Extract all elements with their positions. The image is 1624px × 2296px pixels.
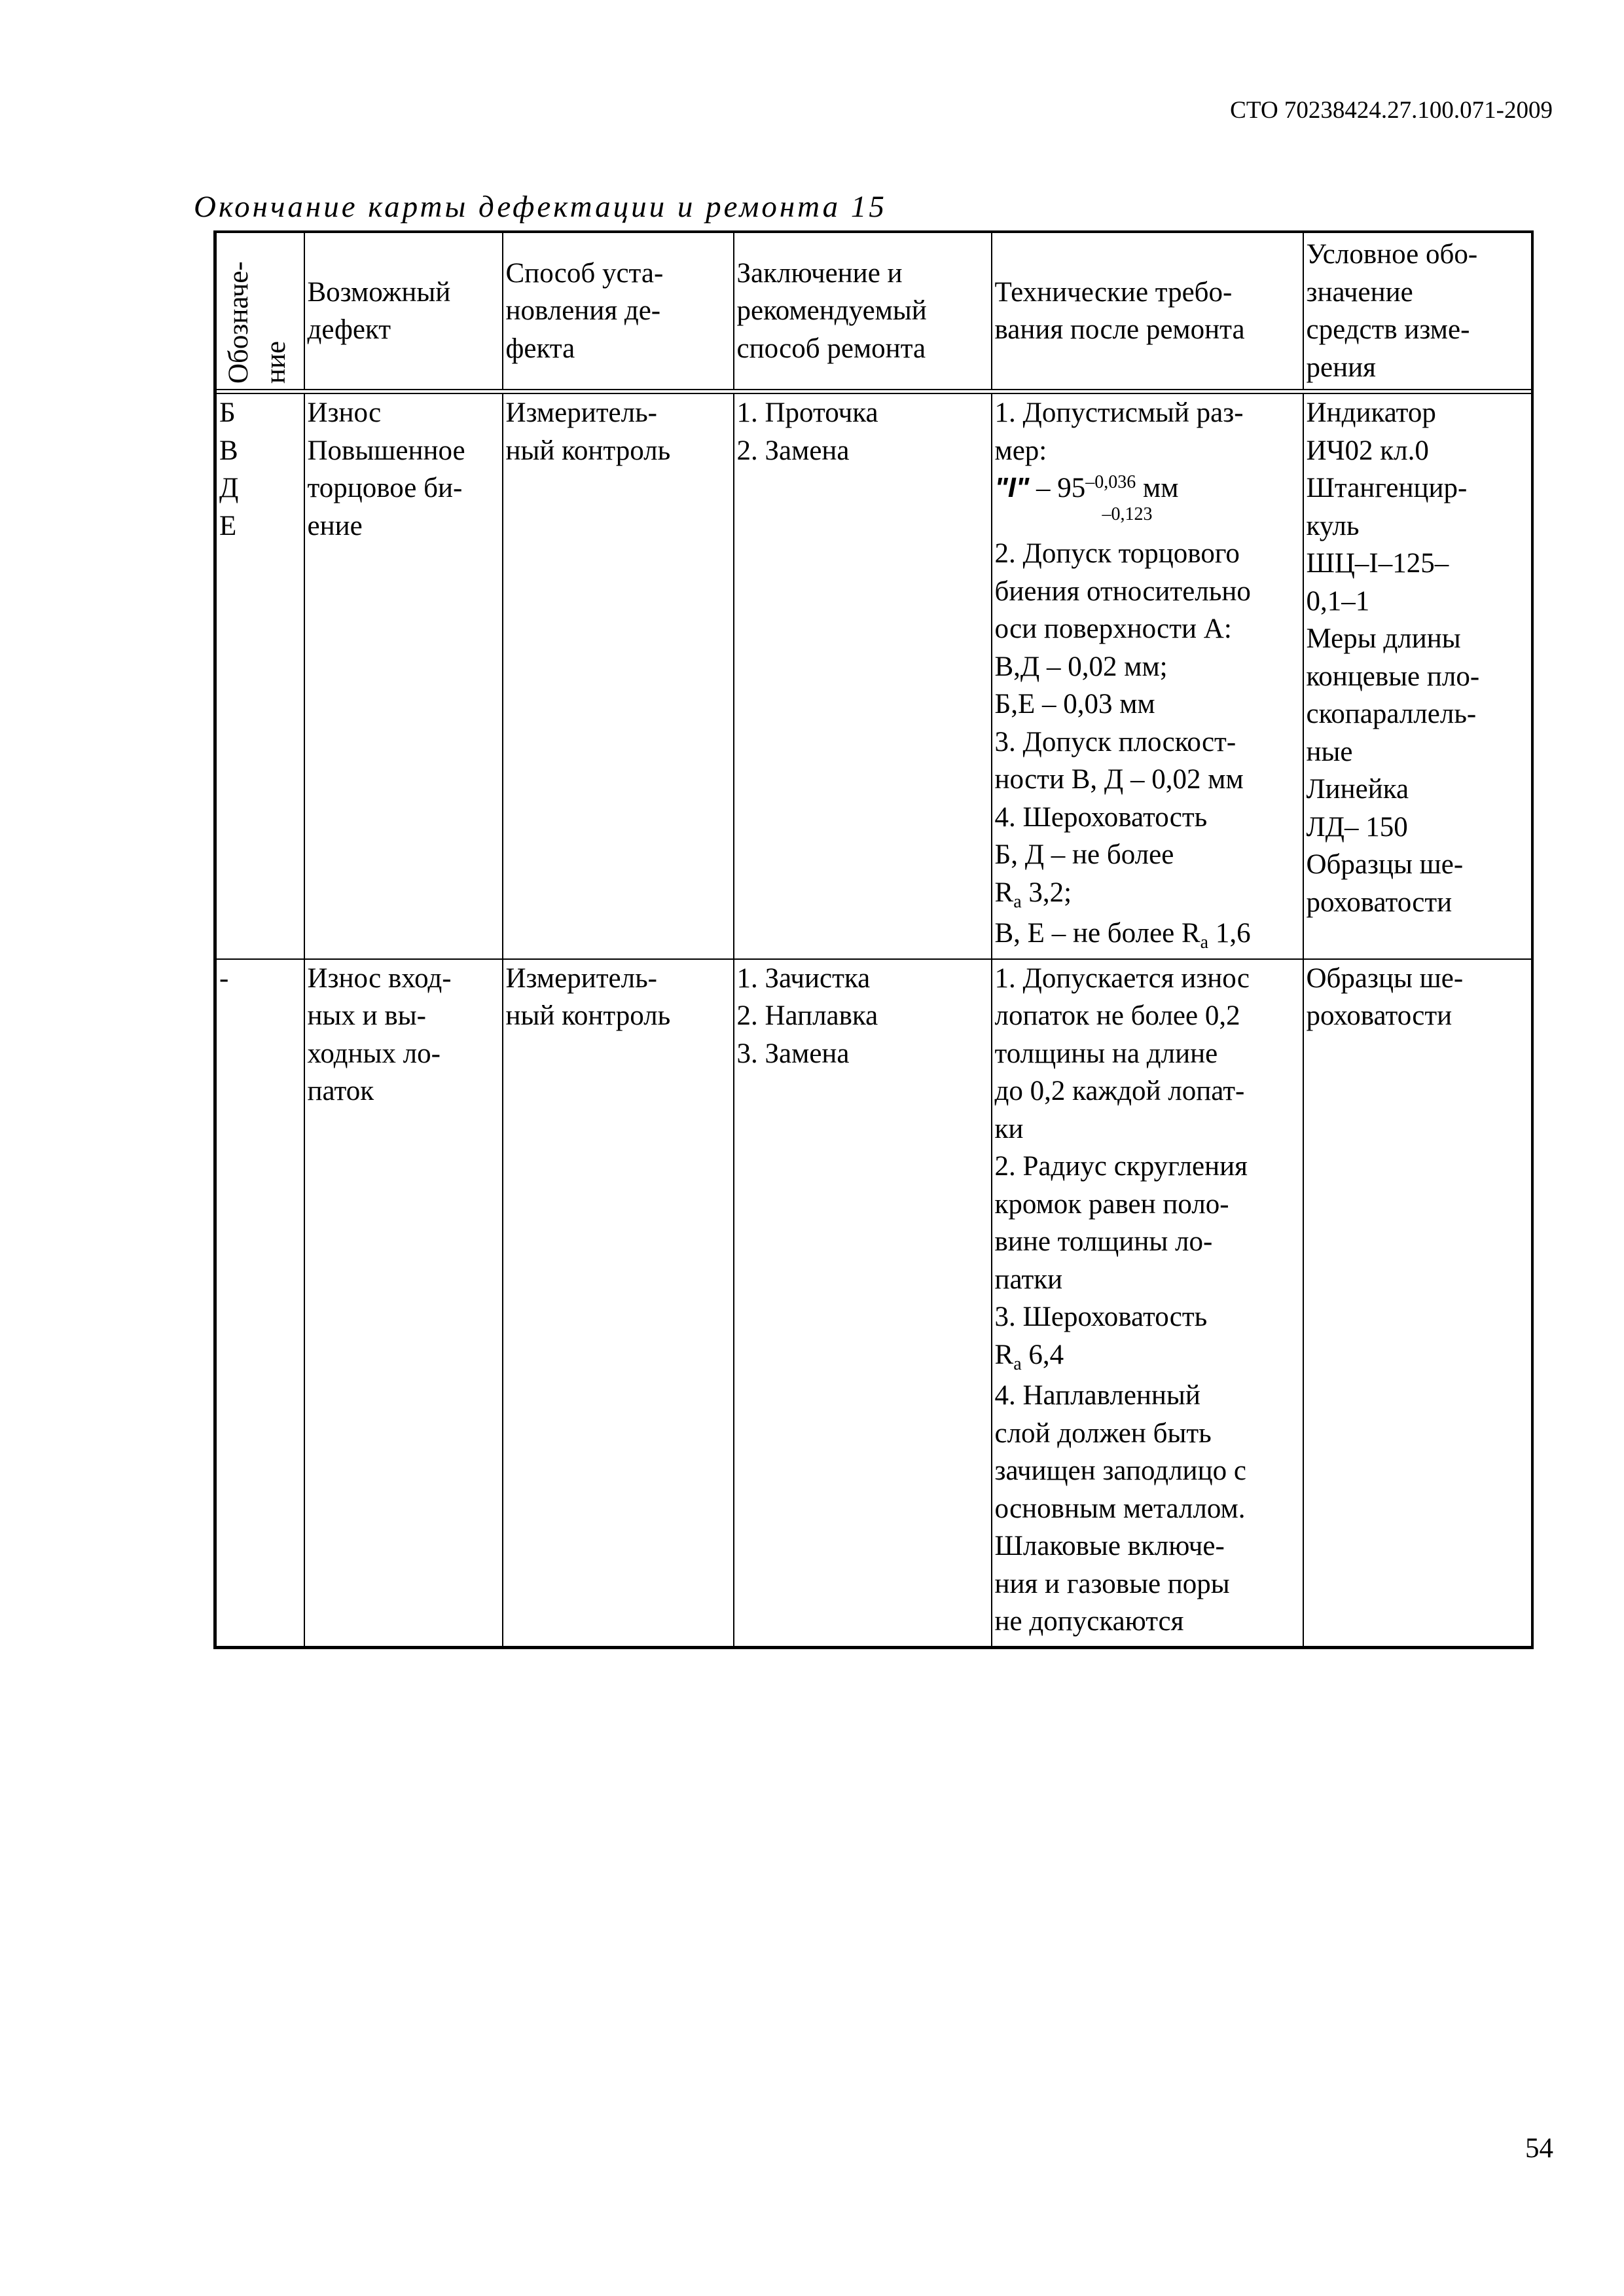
column-header-repair: Заключение и рекомендуемый способ ремонта: [734, 232, 992, 390]
cell-code: Б В Д Е: [215, 393, 304, 959]
cell-method: Измеритель- ный контроль: [503, 959, 734, 1648]
column-header-defect: Возможный дефект: [304, 232, 503, 390]
req-sub-1: a: [1013, 891, 1022, 912]
table-row: [215, 393, 1532, 959]
cell-requirements: [992, 959, 1303, 1648]
cell-repair: 1. Зачистка 2. Наплавка 3. Замена: [734, 959, 992, 1648]
page-number: 54: [1525, 2133, 1553, 2164]
req-rest-b: 3,2; В, Е – не более R: [994, 877, 1200, 949]
req-dim-unit: мм: [1136, 473, 1179, 503]
cell-tools: Образцы ше- роховатости: [1303, 959, 1532, 1648]
req-dim-formula: [995, 469, 1179, 535]
cell-repair: 1. Проточка 2. Замена: [734, 393, 992, 959]
cell-method: Измеритель- ный контроль: [503, 393, 734, 959]
req-a: 1. Допускается износ лопаток не более 0,2 толщины на длине до 0,2 каждой лопат- ки 2. Радиус скругления кромок равен поло- вине толщины ло- патки 3. Шероховатость R: [994, 962, 1250, 1370]
cell-defect: Износ Повышенное торцовое би- ение: [304, 393, 503, 959]
cell-requirements: [992, 393, 1303, 959]
req-dim-letter: "I": [994, 472, 1030, 503]
column-header-code: [215, 232, 304, 390]
table-caption: Окончание карты дефектации и ремонта 15: [194, 190, 887, 224]
req-rest-a: 2. Допуск торцового биения относительно оси поверхности А: В,Д – 0,02 мм; Б,Е – 0,03 мм 3. Допуск плоскост- ности В, Д – 0,02 мм 4. Шероховатость Б, Д – не более R: [994, 538, 1251, 908]
req-sub: a: [1013, 1353, 1022, 1374]
req-dim-tol-lower: –0,123: [1102, 504, 1153, 524]
cell-code: -: [215, 959, 304, 1648]
req-rest-c: 1,6: [1208, 918, 1251, 949]
column-header-tools: Условное обо- значение средств изме- рения: [1303, 232, 1532, 390]
column-header-code-text: Обозначе- ние: [223, 261, 291, 384]
req-dim-tol-upper: –0,036: [1085, 472, 1136, 492]
defect-repair-table: [213, 230, 1534, 1649]
cell-tools: Индикатор ИЧ02 кл.0 Штангенцир- куль ШЦ–I–125– 0,1–1 Меры длины концевые пло- скопараллель- ные Линейка ЛД– 150 Образцы ше- роховатости: [1303, 393, 1532, 959]
req-dim-value: – 95: [1029, 473, 1086, 503]
cell-defect: Износ вход- ных и вы- ходных ло- паток: [304, 959, 503, 1648]
table-header-row: [215, 232, 1532, 390]
req-dim-intro: 1. Допустисмый раз- мер:: [994, 397, 1244, 466]
req-b: 6,4 4. Наплавленный слой должен быть зачищен заподлицо с основным металлом. Шлаковые включе- ния и газовые поры не допускаются: [994, 1339, 1246, 1637]
column-header-requirements: Технические требо- вания после ремонта: [992, 232, 1303, 390]
table-row: [215, 959, 1532, 1648]
column-header-method: Способ уста- новления де- фекта: [503, 232, 734, 390]
document-code: СТО 70238424.27.100.071-2009: [1230, 97, 1553, 124]
req-sub-2: a: [1200, 932, 1209, 953]
